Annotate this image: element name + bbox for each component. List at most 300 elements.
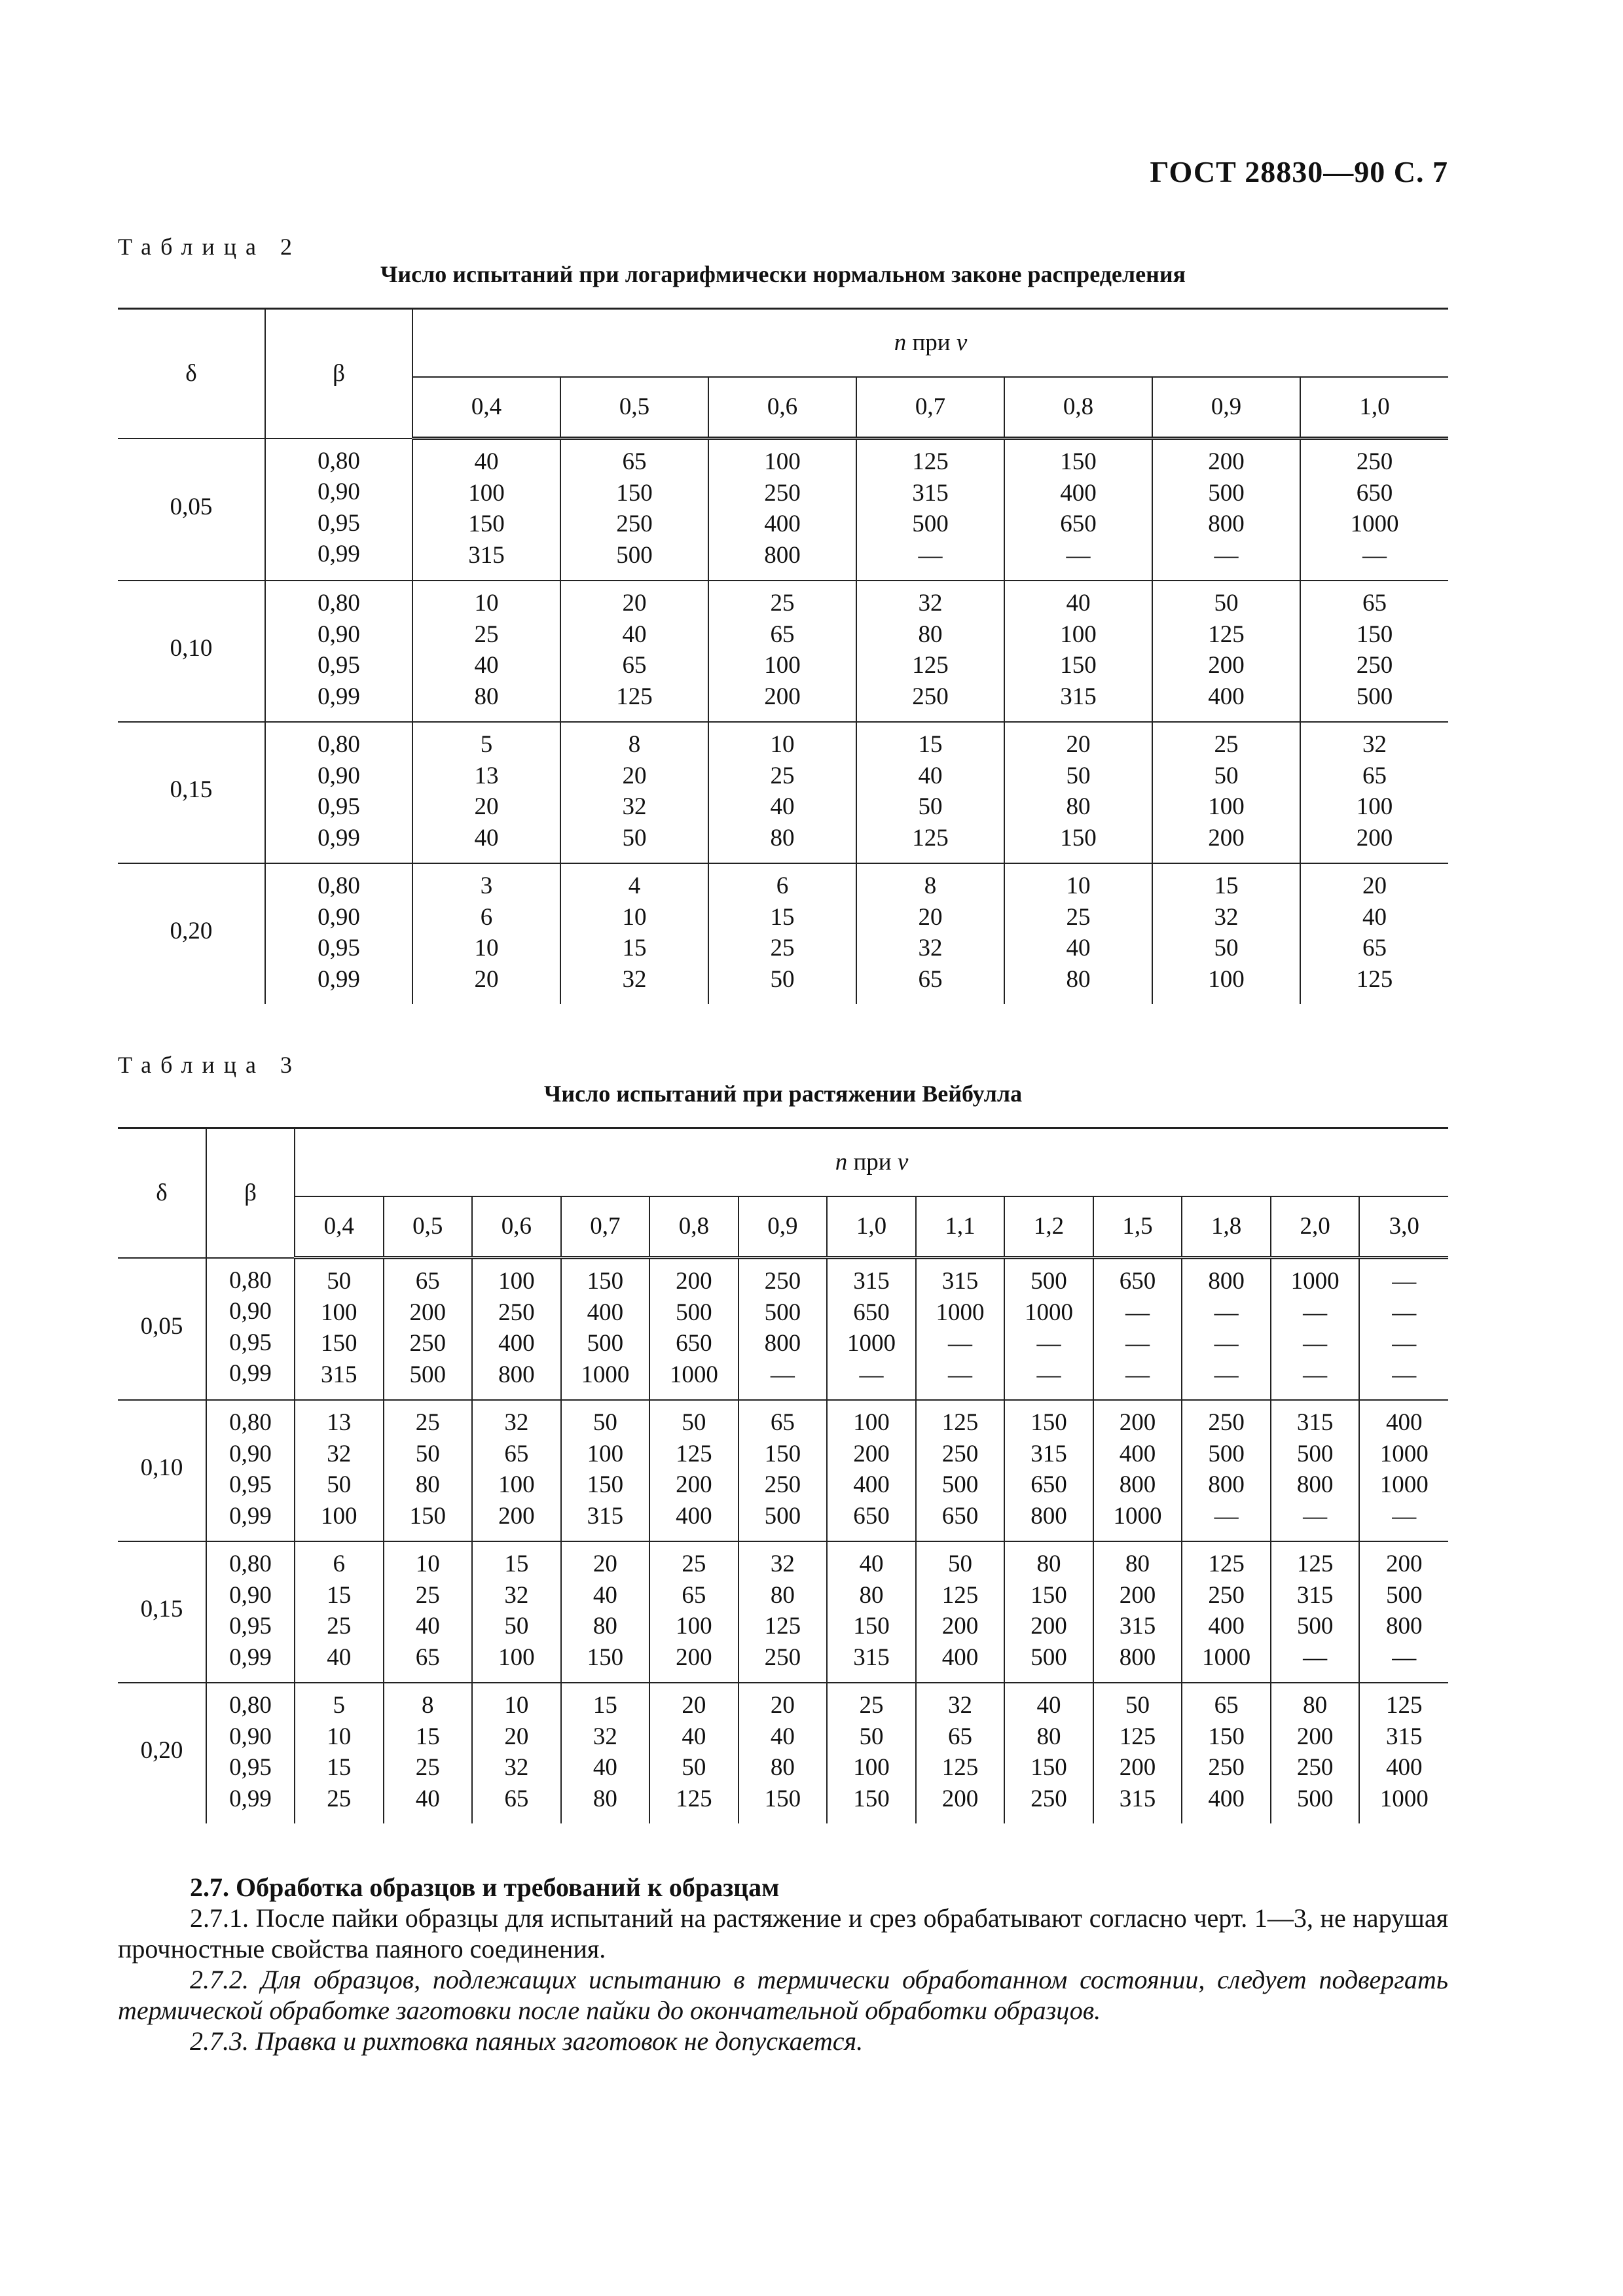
test-count-value: 25 <box>415 1754 440 1781</box>
test-count-value: 25 <box>415 1409 440 1436</box>
value-cell <box>412 581 560 722</box>
test-count-value: 400 <box>941 1643 979 1671</box>
test-count-value: 650 <box>1356 479 1393 507</box>
beta-value: 0,80 <box>229 1692 272 1719</box>
test-count-value: 650 <box>1060 511 1097 537</box>
test-count-value: 40 <box>593 1754 617 1781</box>
test-count-value: 200 <box>676 1471 712 1498</box>
test-count-value: 40 <box>593 1581 617 1609</box>
test-count-value: — <box>1214 1361 1239 1388</box>
paragraph-2-7-3-text: 2.7.3. Правка и рихтовка паяных заготовок не допускается. <box>190 2026 864 2056</box>
test-count-value: 150 <box>1060 652 1097 679</box>
beta-value: 0,95 <box>318 652 360 679</box>
test-count-value: 32 <box>622 965 647 993</box>
test-count-value: 32 <box>504 1581 529 1609</box>
section-heading-text: 2.7. Обработка образцов и требований к образцам <box>190 1873 780 1902</box>
delta-cell: 0,15 <box>118 1541 206 1683</box>
test-count-value: 250 <box>1356 652 1393 679</box>
value-cell <box>739 1683 828 1823</box>
test-count-value: 500 <box>912 511 949 537</box>
test-count-value: — <box>1303 1643 1328 1671</box>
test-count-value: — <box>947 1361 972 1388</box>
test-count-value: 1000 <box>1379 1471 1429 1498</box>
test-count-value: 65 <box>1362 935 1387 961</box>
test-count-value: 65 <box>415 1268 440 1295</box>
test-count-value: 800 <box>498 1361 535 1388</box>
test-count-value: — <box>1036 1361 1061 1388</box>
test-count-value: 4 <box>628 872 641 899</box>
test-count-value: 40 <box>415 1785 440 1812</box>
test-count-value: 10 <box>504 1692 529 1719</box>
test-count-value: 1000 <box>1290 1268 1340 1295</box>
v-value-header: 1,5 <box>1093 1196 1182 1258</box>
test-count-value: 20 <box>682 1692 706 1719</box>
test-count-value: 40 <box>1036 1692 1061 1719</box>
test-count-value: 80 <box>593 1785 617 1812</box>
value-cell <box>561 1400 650 1541</box>
table2-header-beta: β <box>265 309 412 439</box>
test-count-value: 125 <box>1208 1551 1245 1577</box>
test-count-value: 200 <box>1119 1409 1156 1436</box>
value-cell <box>1004 1541 1093 1683</box>
test-count-value: 250 <box>616 511 653 537</box>
test-count-value: 80 <box>1066 965 1091 993</box>
test-count-value: 50 <box>622 824 647 852</box>
test-count-value: — <box>1392 1299 1417 1326</box>
test-count-value: 32 <box>622 793 647 820</box>
test-count-value: 50 <box>1214 935 1239 961</box>
test-count-value: 500 <box>1030 1268 1067 1295</box>
test-count-value: 65 <box>918 965 943 993</box>
n-symbol: n <box>894 329 907 356</box>
test-count-value: 100 <box>676 1613 712 1640</box>
test-count-value: 150 <box>409 1502 447 1530</box>
test-count-value: 25 <box>415 1581 440 1609</box>
test-count-value: 8 <box>628 731 641 758</box>
test-count-value: 315 <box>1030 1440 1067 1467</box>
test-count-value: 200 <box>764 683 801 710</box>
value-cell <box>412 722 560 863</box>
test-count-value: 200 <box>1119 1581 1156 1609</box>
beta-value: 0,80 <box>318 447 360 475</box>
value-cell <box>561 1683 650 1823</box>
value-cell <box>1152 863 1300 1004</box>
value-cell <box>739 1258 828 1401</box>
test-count-value: 800 <box>1119 1643 1156 1671</box>
paragraph-2-7-3 <box>118 2026 1448 2056</box>
test-count-value: 150 <box>616 479 653 507</box>
value-cell <box>708 863 856 1004</box>
beta-value: 0,99 <box>229 1360 272 1387</box>
test-count-value: 500 <box>1296 1785 1334 1812</box>
test-count-value: 150 <box>764 1440 801 1467</box>
test-count-value: 500 <box>587 1330 624 1357</box>
test-count-value: 200 <box>1119 1754 1156 1781</box>
test-count-value: 400 <box>676 1502 712 1530</box>
test-count-value: 8 <box>924 872 937 899</box>
test-count-value: 50 <box>504 1613 529 1640</box>
test-count-value: 100 <box>1208 793 1245 820</box>
value-cell <box>1300 581 1448 722</box>
paragraph-2-7-2 <box>118 1964 1448 2026</box>
value-cell <box>1300 863 1448 1004</box>
test-count-value: 10 <box>474 590 499 617</box>
value-cell <box>916 1258 1005 1401</box>
test-count-value: 80 <box>1036 1551 1061 1577</box>
test-count-value: 500 <box>764 1502 801 1530</box>
test-count-value: 125 <box>912 824 949 852</box>
test-count-value: 40 <box>415 1613 440 1640</box>
test-count-value: 100 <box>498 1643 535 1671</box>
value-cell <box>295 1541 384 1683</box>
n-symbol: n <box>835 1149 848 1175</box>
v-value-header: 3,0 <box>1359 1196 1448 1258</box>
test-count-value: 400 <box>1385 1409 1423 1436</box>
test-count-value: 100 <box>498 1268 535 1295</box>
test-count-value: 32 <box>504 1754 529 1781</box>
test-count-value: 200 <box>1296 1723 1334 1750</box>
test-count-value: 25 <box>1066 903 1091 931</box>
test-count-value: 250 <box>764 1471 801 1498</box>
test-count-value: 500 <box>764 1299 801 1326</box>
test-count-value: 150 <box>853 1613 890 1640</box>
test-count-value: 315 <box>1119 1785 1156 1812</box>
v-value-header: 1,8 <box>1182 1196 1271 1258</box>
beta-cell <box>265 581 412 722</box>
test-count-value: 250 <box>912 683 949 710</box>
value-cell <box>1093 1400 1182 1541</box>
test-count-value: — <box>1125 1361 1150 1388</box>
test-count-value: 125 <box>1385 1692 1423 1719</box>
delta-group-row <box>118 439 1448 581</box>
test-count-value: 80 <box>770 1754 795 1781</box>
test-count-value: 32 <box>918 935 943 961</box>
test-count-value: 10 <box>770 731 795 758</box>
test-count-value: 50 <box>682 1754 706 1781</box>
test-count-value: 100 <box>1356 793 1393 820</box>
test-count-value: 250 <box>764 479 801 507</box>
value-cell <box>295 1683 384 1823</box>
test-count-value: 100 <box>321 1299 357 1326</box>
test-count-value: 800 <box>1385 1613 1423 1640</box>
test-count-value: 500 <box>409 1361 447 1388</box>
test-count-value: 50 <box>593 1409 617 1436</box>
beta-value: 0,80 <box>318 872 360 899</box>
beta-value: 0,80 <box>318 731 360 758</box>
v-symbol: v <box>956 329 968 356</box>
value-cell <box>1182 1258 1271 1401</box>
test-count-value: 13 <box>474 762 499 789</box>
test-count-value: — <box>1303 1299 1328 1326</box>
beta-value: 0,99 <box>229 1785 272 1812</box>
test-count-value: 40 <box>327 1643 352 1671</box>
test-count-value: 20 <box>593 1551 617 1577</box>
delta-cell: 0,05 <box>118 1258 206 1401</box>
v-value-header: 0,6 <box>708 377 856 439</box>
test-count-value: 125 <box>941 1409 979 1436</box>
beta-value: 0,95 <box>229 1613 272 1640</box>
value-cell <box>1271 1400 1360 1541</box>
test-count-value: 50 <box>947 1551 972 1577</box>
test-count-value: 1000 <box>581 1361 630 1388</box>
test-count-value: 50 <box>859 1723 884 1750</box>
test-count-value: 20 <box>770 1692 795 1719</box>
v-value-header: 0,4 <box>295 1196 384 1258</box>
test-count-value: 200 <box>409 1299 447 1326</box>
test-count-value: 32 <box>1362 731 1387 758</box>
test-count-value: 150 <box>468 511 505 537</box>
test-count-value: 650 <box>941 1502 979 1530</box>
test-count-value: 100 <box>321 1502 357 1530</box>
test-count-value: — <box>859 1361 884 1388</box>
test-count-value: — <box>1303 1330 1328 1357</box>
test-count-value: 80 <box>859 1581 884 1609</box>
test-count-value: 65 <box>504 1785 529 1812</box>
v-value-header: 2,0 <box>1271 1196 1360 1258</box>
test-count-value: 100 <box>853 1754 890 1781</box>
value-cell <box>1004 1258 1093 1401</box>
table3-header-n-at-v <box>295 1128 1448 1196</box>
test-count-value: 650 <box>676 1330 712 1357</box>
test-count-value: 800 <box>1208 1268 1245 1295</box>
test-count-value: — <box>1125 1299 1150 1326</box>
test-count-value: 125 <box>616 683 653 710</box>
test-count-value: 80 <box>474 683 499 710</box>
v-value-header: 0,4 <box>412 377 560 439</box>
v-value-header: 0,6 <box>472 1196 561 1258</box>
test-count-value: 32 <box>770 1551 795 1577</box>
value-cell <box>384 1541 473 1683</box>
test-count-value: 25 <box>1214 731 1239 758</box>
test-count-value: 200 <box>498 1502 535 1530</box>
beta-value: 0,90 <box>229 1440 272 1467</box>
test-count-value: 400 <box>1208 1785 1245 1812</box>
test-count-value: 65 <box>1214 1692 1239 1719</box>
test-count-value: 650 <box>1030 1471 1067 1498</box>
test-count-value: 32 <box>504 1409 529 1436</box>
test-count-value: 150 <box>1060 448 1097 475</box>
test-count-value: 1000 <box>1025 1299 1074 1326</box>
value-cell <box>1182 1683 1271 1823</box>
delta-group-row <box>118 1541 1448 1683</box>
value-cell <box>561 1541 650 1683</box>
v-value-header: 1,1 <box>916 1196 1005 1258</box>
test-count-value: 100 <box>1060 620 1097 648</box>
value-cell <box>649 1258 739 1401</box>
test-count-value: 1000 <box>1202 1643 1251 1671</box>
table2 <box>118 308 1448 1004</box>
value-cell <box>560 863 708 1004</box>
test-count-value: 125 <box>941 1581 979 1609</box>
test-count-value: 315 <box>321 1361 357 1388</box>
value-cell <box>827 1258 916 1401</box>
test-count-value: 50 <box>1066 762 1091 789</box>
beta-value: 0,90 <box>318 620 360 648</box>
test-count-value: 315 <box>1119 1613 1156 1640</box>
beta-value: 0,80 <box>229 1409 272 1436</box>
test-count-value: 150 <box>1356 620 1393 648</box>
value-cell <box>708 439 856 581</box>
test-count-value: 40 <box>474 652 499 679</box>
beta-cell <box>265 439 412 581</box>
test-count-value: 32 <box>918 590 943 617</box>
test-count-value: — <box>918 541 943 569</box>
test-count-value: 315 <box>468 541 505 569</box>
test-count-value: 65 <box>622 652 647 679</box>
test-count-value: 10 <box>415 1551 440 1577</box>
paragraph-2-7-1-text: 2.7.1. После пайки образцы для испытаний на растяжение и срез обрабатывают согласно черт. 1—3, не нарушая прочностные свойства паяного соединения. <box>118 1903 1448 1964</box>
delta-cell: 0,10 <box>118 581 265 722</box>
v-value-header: 1,0 <box>1300 377 1448 439</box>
test-count-value: 250 <box>764 1268 801 1295</box>
test-count-value: 40 <box>682 1723 706 1750</box>
test-count-value: 800 <box>1208 1471 1245 1498</box>
test-count-value: 15 <box>770 903 795 931</box>
value-cell <box>856 581 1004 722</box>
test-count-value: 250 <box>1356 448 1393 475</box>
test-count-value: 25 <box>859 1692 884 1719</box>
beta-value: 0,80 <box>229 1551 272 1577</box>
test-count-value: 32 <box>1214 903 1239 931</box>
value-cell <box>1152 722 1300 863</box>
test-count-value: 500 <box>941 1471 979 1498</box>
v-value-header: 0,5 <box>384 1196 473 1258</box>
table3-header-beta: β <box>206 1128 295 1258</box>
table3-header-delta: δ <box>118 1128 206 1258</box>
test-count-value: 200 <box>676 1643 712 1671</box>
test-count-value: 40 <box>1362 903 1387 931</box>
test-count-value: 50 <box>1214 590 1239 617</box>
test-count-value: 50 <box>1214 762 1239 789</box>
test-count-value: 315 <box>1296 1581 1334 1609</box>
delta-cell: 0,15 <box>118 722 265 863</box>
test-count-value: 500 <box>676 1299 712 1326</box>
test-count-value: 200 <box>1208 448 1245 475</box>
test-count-value: 650 <box>853 1299 890 1326</box>
value-cell <box>708 581 856 722</box>
value-cell <box>1093 1683 1182 1823</box>
test-count-value: 125 <box>676 1785 712 1812</box>
v-value-header: 1,0 <box>827 1196 916 1258</box>
test-count-value: 80 <box>918 620 943 648</box>
test-count-value: 6 <box>480 903 493 931</box>
table2-caption: Число испытаний при логарифмически нормальном законе распределения <box>380 261 1186 287</box>
test-count-value: — <box>1362 541 1387 569</box>
delta-group-row <box>118 722 1448 863</box>
test-count-value: 25 <box>327 1613 352 1640</box>
beta-cell <box>265 863 412 1004</box>
test-count-value: 200 <box>1208 824 1245 852</box>
test-count-value: 250 <box>764 1643 801 1671</box>
test-count-value: 65 <box>770 620 795 648</box>
delta-group-row <box>118 581 1448 722</box>
test-count-value: 10 <box>327 1723 352 1750</box>
beta-value: 0,90 <box>318 762 360 789</box>
test-count-value: 800 <box>764 1330 801 1357</box>
test-count-value: 40 <box>770 793 795 820</box>
delta-group-row <box>118 1683 1448 1823</box>
test-count-value: 80 <box>770 1581 795 1609</box>
value-cell <box>412 863 560 1004</box>
test-count-value: — <box>1303 1361 1328 1388</box>
test-count-value: 15 <box>1214 872 1239 899</box>
test-count-value: 20 <box>474 793 499 820</box>
test-count-value: 40 <box>1066 935 1091 961</box>
test-count-value: 400 <box>1385 1754 1423 1781</box>
test-count-value: 400 <box>1208 1613 1245 1640</box>
beta-value: 0,95 <box>318 935 360 961</box>
test-count-value: 500 <box>616 541 653 569</box>
test-count-value: 650 <box>853 1502 890 1530</box>
test-count-value: 400 <box>1060 479 1097 507</box>
table3-label: Таблица 3 <box>118 1052 301 1078</box>
test-count-value: 32 <box>947 1692 972 1719</box>
beta-value: 0,80 <box>229 1266 272 1294</box>
value-cell <box>472 1258 561 1401</box>
table2-label: Таблица 2 <box>118 234 301 260</box>
test-count-value: 15 <box>504 1551 529 1577</box>
test-count-value: 1000 <box>669 1361 718 1388</box>
delta-cell: 0,20 <box>118 1683 206 1823</box>
test-count-value: 40 <box>1066 590 1091 617</box>
beta-value: 0,95 <box>318 509 360 537</box>
value-cell <box>295 1400 384 1541</box>
delta-cell: 0,10 <box>118 1400 206 1541</box>
test-count-value: 150 <box>1060 824 1097 852</box>
value-cell <box>1004 439 1152 581</box>
test-count-value: 20 <box>504 1723 529 1750</box>
test-count-value: 125 <box>912 652 949 679</box>
value-cell <box>916 1400 1005 1541</box>
value-cell <box>1359 1400 1448 1541</box>
test-count-value: — <box>947 1330 972 1357</box>
value-cell <box>1359 1258 1448 1401</box>
beta-value: 0,99 <box>318 541 360 567</box>
value-cell <box>827 1683 916 1823</box>
test-count-value: 100 <box>587 1440 624 1467</box>
value-cell <box>412 439 560 581</box>
test-count-value: 315 <box>1296 1409 1334 1436</box>
pri-word: при <box>906 329 957 356</box>
test-count-value: 65 <box>415 1643 440 1671</box>
test-count-value: 65 <box>1362 762 1387 789</box>
test-count-value: 150 <box>1030 1581 1067 1609</box>
test-count-value: 80 <box>593 1613 617 1640</box>
delta-group-row <box>118 863 1448 1004</box>
value-cell <box>560 439 708 581</box>
test-count-value: 150 <box>1030 1409 1067 1436</box>
value-cell <box>1271 1683 1360 1823</box>
test-count-value: 40 <box>474 448 499 475</box>
beta-value: 0,99 <box>318 965 360 993</box>
test-count-value: 15 <box>327 1754 352 1781</box>
test-count-value: 125 <box>676 1440 712 1467</box>
v-value-header: 0,7 <box>561 1196 650 1258</box>
value-cell <box>1152 439 1300 581</box>
value-cell <box>384 1258 473 1401</box>
value-cell <box>384 1683 473 1823</box>
test-count-value: 400 <box>587 1299 624 1326</box>
beta-value: 0,90 <box>229 1298 272 1325</box>
test-count-value: 20 <box>918 903 943 931</box>
test-count-value: 1000 <box>1379 1785 1429 1812</box>
test-count-value: 500 <box>1385 1581 1423 1609</box>
test-count-value: 200 <box>1030 1613 1067 1640</box>
beta-value: 0,99 <box>229 1502 272 1530</box>
value-cell <box>856 863 1004 1004</box>
beta-value: 0,99 <box>318 824 360 852</box>
test-count-value: 15 <box>415 1723 440 1750</box>
